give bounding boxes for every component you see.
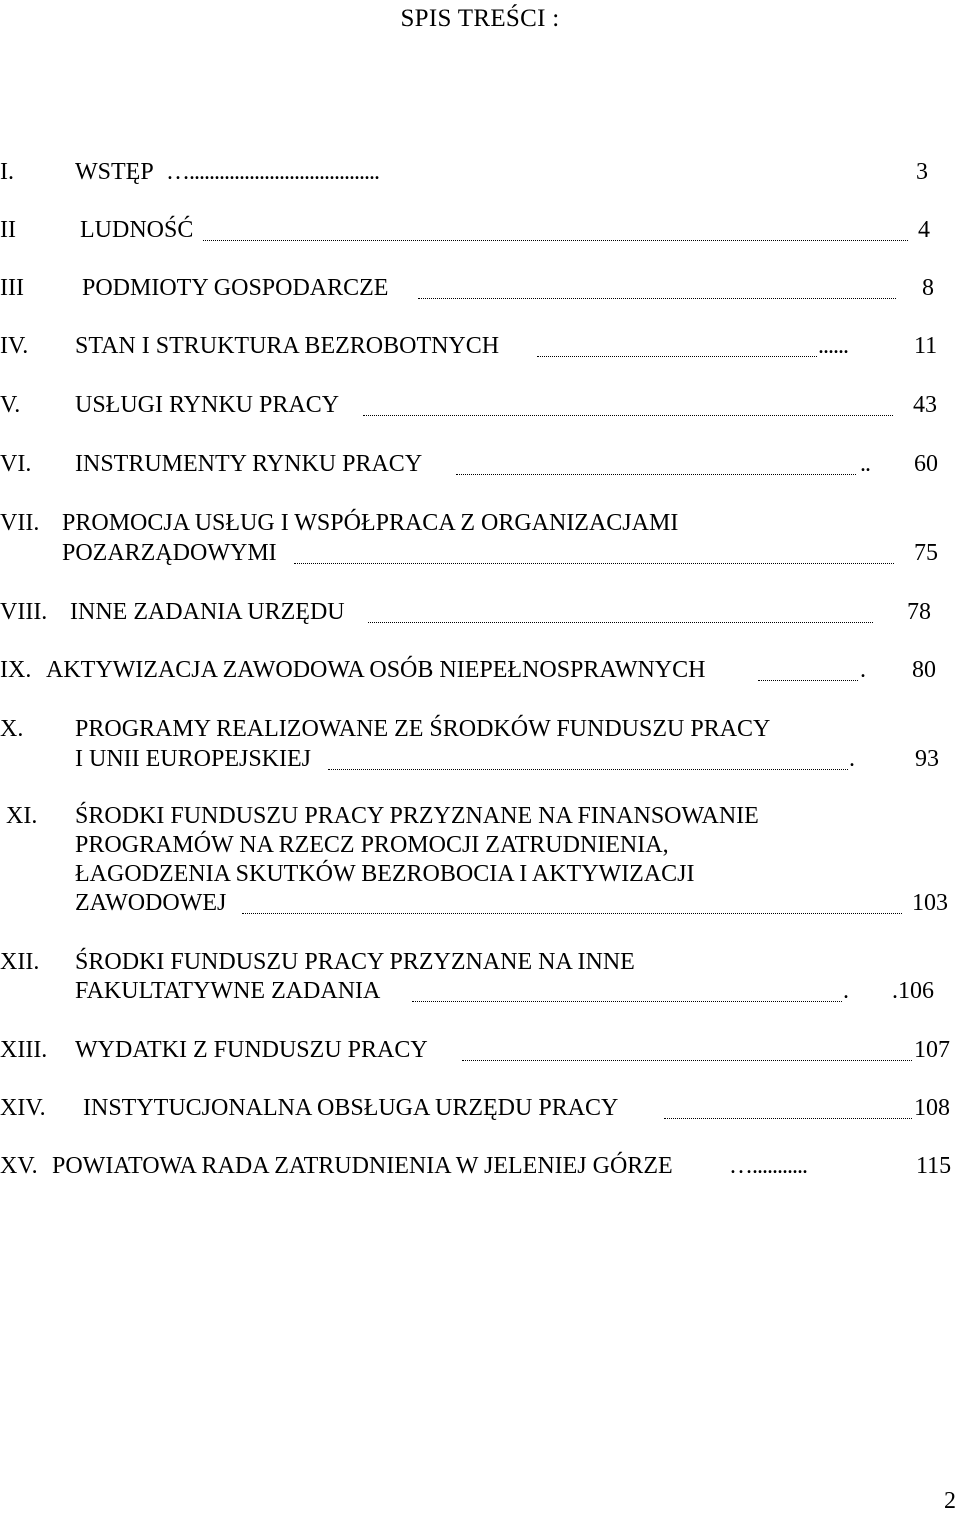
toc-entry-title-line-2: POZARZĄDOWYMI [62, 540, 277, 566]
toc-entry-number: II [0, 217, 16, 243]
page-number: 2 [944, 1488, 956, 1514]
toc-entry-leader [418, 298, 896, 299]
toc-entry-number: XIV. [0, 1095, 46, 1121]
toc-entry-title: PROMOCJA USŁUG I WSPÓŁPRACA Z ORGANIZACJAMI [62, 510, 679, 536]
toc-entry-title: PROGRAMY REALIZOWANE ZE ŚRODKÓW FUNDUSZU PRACY [75, 716, 771, 742]
toc-entry-number: VIII. [0, 599, 48, 625]
toc-entry-title: INNE ZADANIA URZĘDU [70, 599, 345, 625]
toc-entry-title: PODMIOTY GOSPODARCZE [82, 275, 389, 301]
toc-entry-number: XIII. [0, 1037, 48, 1063]
toc-entry-leader-dots: .. [860, 451, 870, 477]
page-title: SPIS TREŚCI : [400, 5, 560, 32]
toc-entry-title-line-2: PROGRAMÓW NA RZECZ PROMOCJI ZATRUDNIENIA, [75, 832, 669, 858]
toc-entry-title-line-4: ZAWODOWEJ [75, 890, 227, 916]
toc-entry-page: 107 [914, 1037, 950, 1063]
toc-entry-title: STAN I STRUKTURA BEZROBOTNYCH [75, 333, 500, 359]
toc-entry-title: WYDATKI Z FUNDUSZU PRACY [75, 1037, 428, 1063]
toc-entry-page: 11 [914, 333, 938, 359]
toc-entry-number: XI. [6, 803, 38, 829]
toc-entry-number: XII. [0, 949, 40, 975]
toc-entry-page: 103 [912, 890, 948, 916]
toc-entry-leader [758, 680, 858, 681]
toc-entry-leader [462, 1060, 912, 1061]
toc-entry-number: VI. [0, 451, 32, 477]
toc-entry-leader [203, 240, 908, 241]
toc-entry-page: 93 [915, 746, 939, 772]
toc-entry-number: IX. [0, 657, 32, 683]
toc-entry-page: 115 [916, 1153, 952, 1179]
toc-entry-title: POWIATOWA RADA ZATRUDNIENIA W JELENIEJ GÓRZE [52, 1153, 673, 1179]
toc-entry-leader [363, 415, 893, 416]
toc-entry-number: III [0, 275, 24, 301]
toc-entry-leader-dots: …........... [729, 1153, 807, 1179]
toc-entry-leader-dots: . [843, 978, 848, 1004]
toc-entry-leader-dots: . [849, 746, 854, 772]
toc-entry-title: ŚRODKI FUNDUSZU PRACY PRZYZNANE NA INNE [75, 949, 635, 975]
toc-entry-page: 8 [922, 275, 934, 301]
toc-entry-title: AKTYWIZACJA ZAWODOWA OSÓB NIEPEŁNOSPRAWNYCH [46, 657, 706, 683]
toc-entry-page: 75 [914, 540, 938, 566]
toc-entry-title: USŁUGI RYNKU PRACY [75, 392, 340, 418]
toc-entry-number: I. [0, 159, 14, 185]
toc-entry-title: WSTĘP [75, 159, 154, 185]
toc-entry-title-line-2: I UNII EUROPEJSKIEJ [75, 746, 311, 772]
toc-entry-title: ŚRODKI FUNDUSZU PRACY PRZYZNANE NA FINANSOWANIE [75, 803, 759, 829]
toc-entry-page: 43 [913, 392, 937, 418]
toc-entry-page: .106 [892, 978, 934, 1004]
toc-entry-leader [456, 474, 856, 475]
toc-entry-page: 108 [914, 1095, 950, 1121]
toc-entry-leader [412, 1001, 842, 1002]
toc-entry-number: XV. [0, 1153, 38, 1179]
toc-entry-number: X. [0, 716, 24, 742]
toc-entry-leader [664, 1118, 912, 1119]
toc-entry-page: 4 [918, 217, 930, 243]
toc-entry-page: 80 [912, 657, 936, 683]
toc-entry-title: INSTRUMENTY RYNKU PRACY [75, 451, 423, 477]
toc-entry-number: IV. [0, 333, 29, 359]
toc-entry-leader [537, 356, 817, 357]
toc-entry-leader-dots: ...... [818, 333, 848, 359]
toc-entry-leader: …...................................... [166, 159, 379, 185]
toc-entry-title: INSTYTUCJONALNA OBSŁUGA URZĘDU PRACY [83, 1095, 619, 1121]
toc-entry-page: 3 [916, 159, 928, 185]
toc-entry-title-line-3: ŁAGODZENIA SKUTKÓW BEZROBOCIA I AKTYWIZACJI [75, 861, 695, 887]
toc-entry-leader [368, 622, 873, 623]
toc-entry-leader [294, 563, 894, 564]
toc-entry-number: VII. [0, 510, 40, 536]
toc-entry-title: LUDNOŚĆ [80, 217, 194, 243]
toc-entry-number: V. [0, 392, 21, 418]
toc-entry-title-line-2: FAKULTATYWNE ZADANIA [75, 978, 381, 1004]
toc-entry-leader [328, 769, 848, 770]
toc-entry-page: 60 [914, 451, 938, 477]
toc-entry-leader [242, 913, 902, 914]
toc-entry-page: 78 [907, 599, 931, 625]
toc-entry-leader-dots: . [860, 657, 865, 683]
